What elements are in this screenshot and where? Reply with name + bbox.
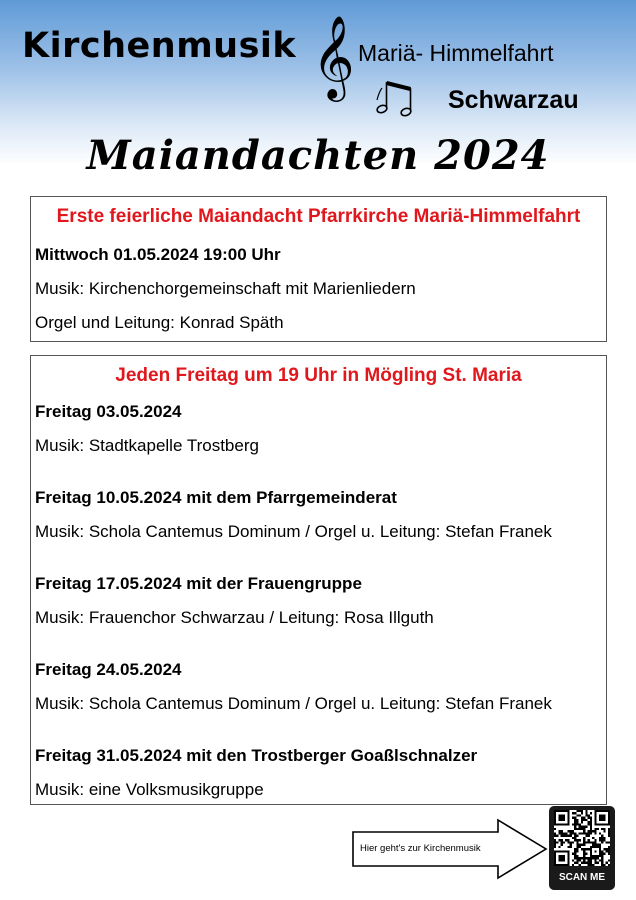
friday-music: Musik: Schola Cantemus Dominum / Orgel u. Leitung: Stefan Franek [35,694,552,713]
first-event-box [30,196,607,342]
friday-date: Freitag 24.05.2024 [35,660,182,679]
fridays-heading: Jeden Freitag um 19 Uhr in Mögling St. Maria [115,365,522,386]
town-name: Schwarzau [448,86,579,114]
treble-clef-icon: 𝄞 [312,14,355,98]
scan-me-label: SCAN ME [558,872,606,883]
eighth-notes-icon [374,78,420,118]
friday-date: Freitag 31.05.2024 mit den Trostberger Goaßlschnalzer [35,746,478,765]
friday-music: Musik: eine Volksmusikgruppe [35,780,264,799]
first-event-heading: Erste feierliche Maiandacht Pfarrkirche Mariä-Himmelfahrt [56,206,581,227]
arrow-label: Hier geht's zur Kirchenmusik [360,843,481,854]
first-event-organ: Orgel und Leitung: Konrad Späth [35,313,284,332]
qr-code-icon [554,810,610,866]
friday-music: Musik: Stadtkapelle Trostberg [35,436,259,455]
parish-name: Mariä- Himmelfahrt [358,40,554,66]
friday-date: Freitag 03.05.2024 [35,402,182,421]
fridays-box [30,355,607,805]
qr-code[interactable] [549,806,615,890]
friday-date: Freitag 10.05.2024 mit dem Pfarrgemeinderat [35,488,397,507]
brand-title: Kirchenmusik [22,26,297,66]
friday-date: Freitag 17.05.2024 mit der Frauengruppe [35,574,362,593]
friday-music: Musik: Frauenchor Schwarzau / Leitung: Rosa Illguth [35,608,434,627]
page-title: Maiandachten 2024 [86,132,550,179]
first-event-music: Musik: Kirchenchorgemeinschaft mit Marienliedern [35,279,416,298]
first-event-date: Mittwoch 01.05.2024 19:00 Uhr [35,245,281,264]
friday-music: Musik: Schola Cantemus Dominum / Orgel u. Leitung: Stefan Franek [35,522,552,541]
